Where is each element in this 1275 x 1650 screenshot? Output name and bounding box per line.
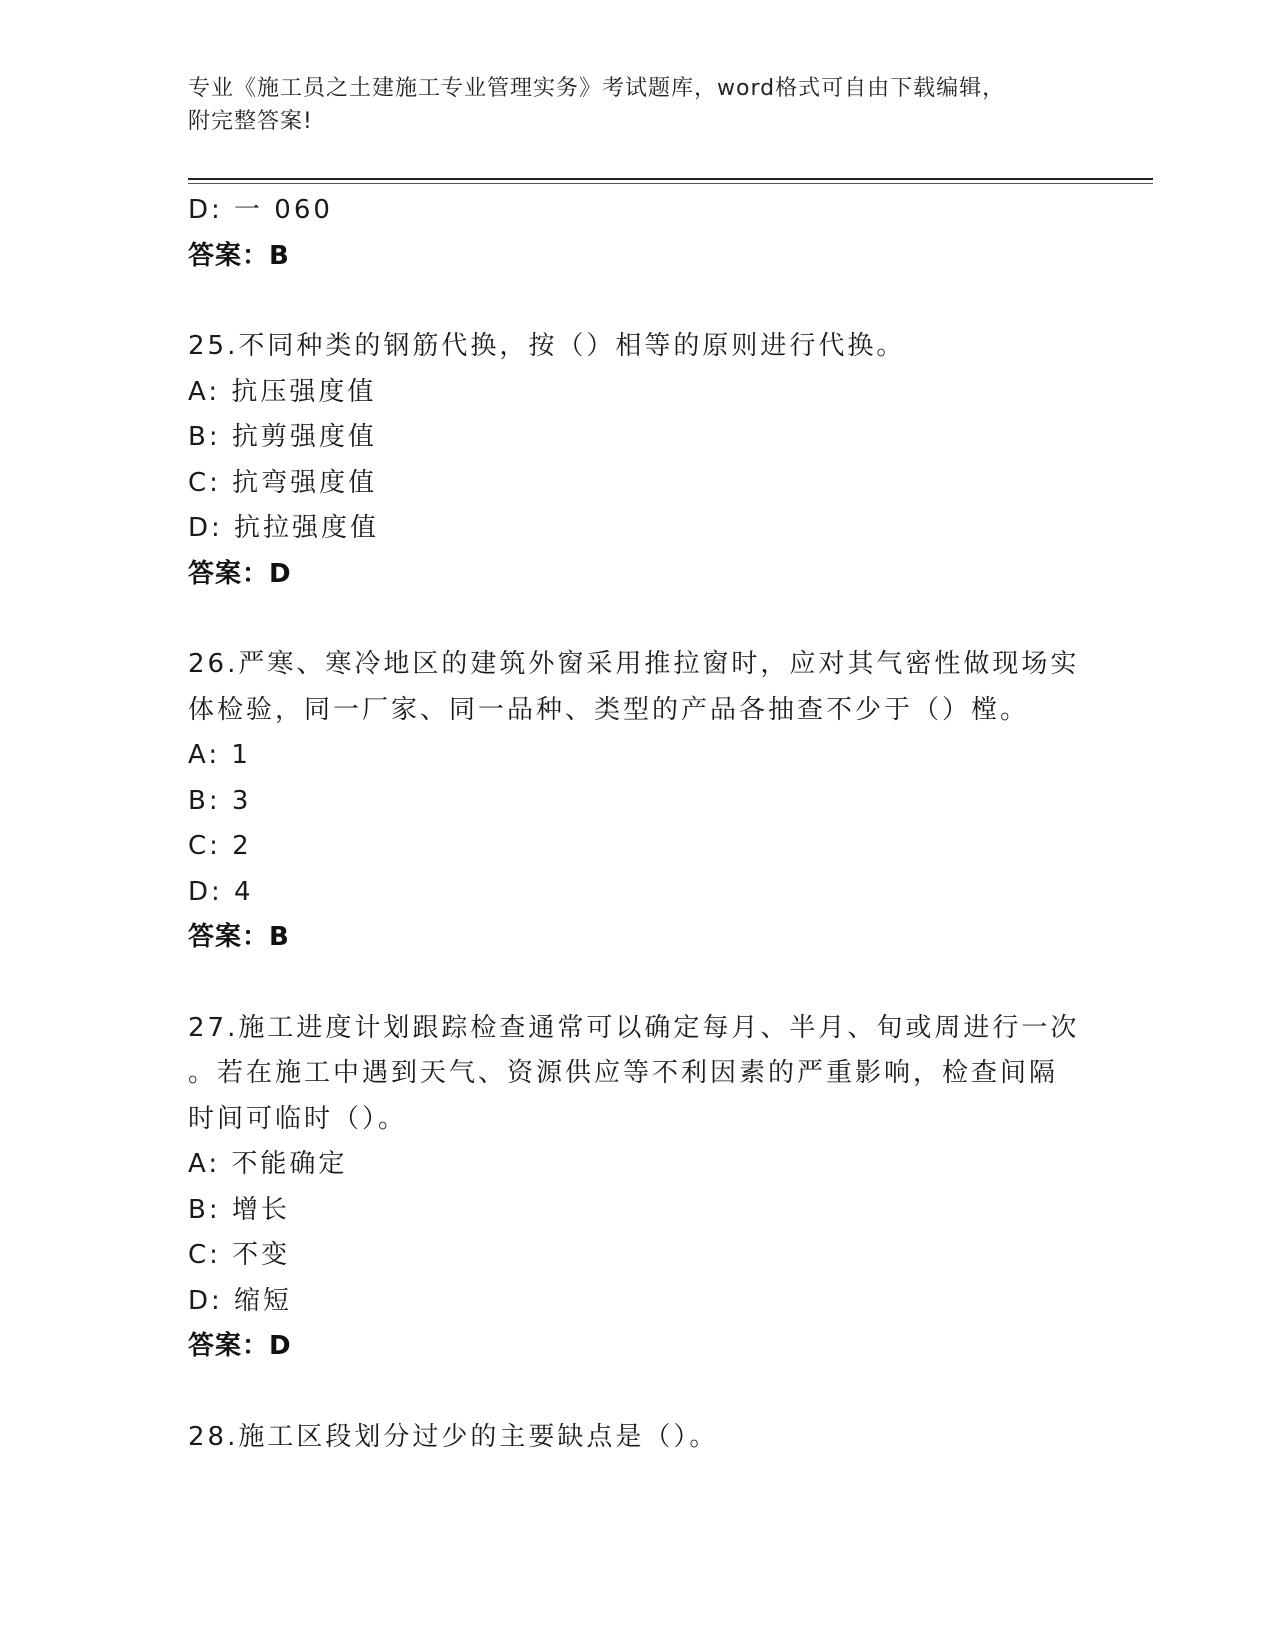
question-25-answer: 答案：D xyxy=(188,558,292,589)
question-27-option-b: B: 增长 xyxy=(188,1194,290,1225)
spacer xyxy=(188,597,1088,642)
question-26-option-c: C: 2 xyxy=(188,831,252,861)
question-26 xyxy=(188,642,1088,961)
question-27-option-d: D: 缩短 xyxy=(188,1285,293,1316)
answer-carryover: 答案：B xyxy=(188,240,290,271)
question-26-text-line-2: 体检验，同一厂家、同一品种、类型的产品各抽查不少于（）樘。 xyxy=(188,694,1030,725)
question-25-option-c: C: 抗弯强度值 xyxy=(188,467,378,498)
header-line-2: 附完整答案! xyxy=(188,109,313,134)
question-25 xyxy=(188,324,1088,597)
question-content xyxy=(188,188,1088,1460)
option-d-carryover: D: 一 060 xyxy=(188,195,333,225)
question-28-text: 28.施工区段划分过少的主要缺点是（）。 xyxy=(188,1421,719,1452)
question-25-option-b: B: 抗剪强度值 xyxy=(188,422,377,452)
spacer xyxy=(188,279,1088,324)
header-divider-thin xyxy=(188,183,1153,184)
header-line-1: 专业《施工员之土建施工专业管理实务》考试题库，word格式可自由下载编辑， xyxy=(188,76,1006,101)
question-25-option-d: D: 抗拉强度值 xyxy=(188,513,380,543)
question-26-option-d: D: 4 xyxy=(188,876,254,907)
question-25-text: 25.不同种类的钢筋代换，按（）相等的原则进行代换。 xyxy=(188,331,906,361)
spacer xyxy=(188,961,1088,1006)
question-27-text-line-1: 27.施工进度计划跟踪检查通常可以确定每月、半月、旬或周进行一次 xyxy=(188,1012,1080,1043)
question-27-text-line-2: 。若在施工中遇到天气、资源供应等不利因素的严重影响，检查间隔 xyxy=(188,1058,1059,1088)
question-26-option-a: A: 1 xyxy=(188,740,251,770)
question-26-option-b: B: 3 xyxy=(188,785,252,816)
question-27-text-line-3: 时间可临时（）。 xyxy=(188,1103,408,1134)
question-28 xyxy=(188,1415,1088,1461)
header-divider-thick xyxy=(188,178,1153,180)
document-header xyxy=(188,72,1088,138)
question-26-text-line-1: 26.严寒、寒冷地区的建筑外窗采用推拉窗时，应对其气密性做现场实 xyxy=(188,649,1080,679)
question-27 xyxy=(188,1006,1088,1370)
spacer xyxy=(188,1370,1088,1415)
question-26-answer: 答案：B xyxy=(188,922,290,952)
question-27-option-a: A: 不能确定 xyxy=(188,1149,348,1179)
question-27-answer: 答案：D xyxy=(188,1331,292,1361)
question-27-option-c: C: 不变 xyxy=(188,1240,291,1270)
question-25-option-a: A: 抗压强度值 xyxy=(188,376,377,407)
